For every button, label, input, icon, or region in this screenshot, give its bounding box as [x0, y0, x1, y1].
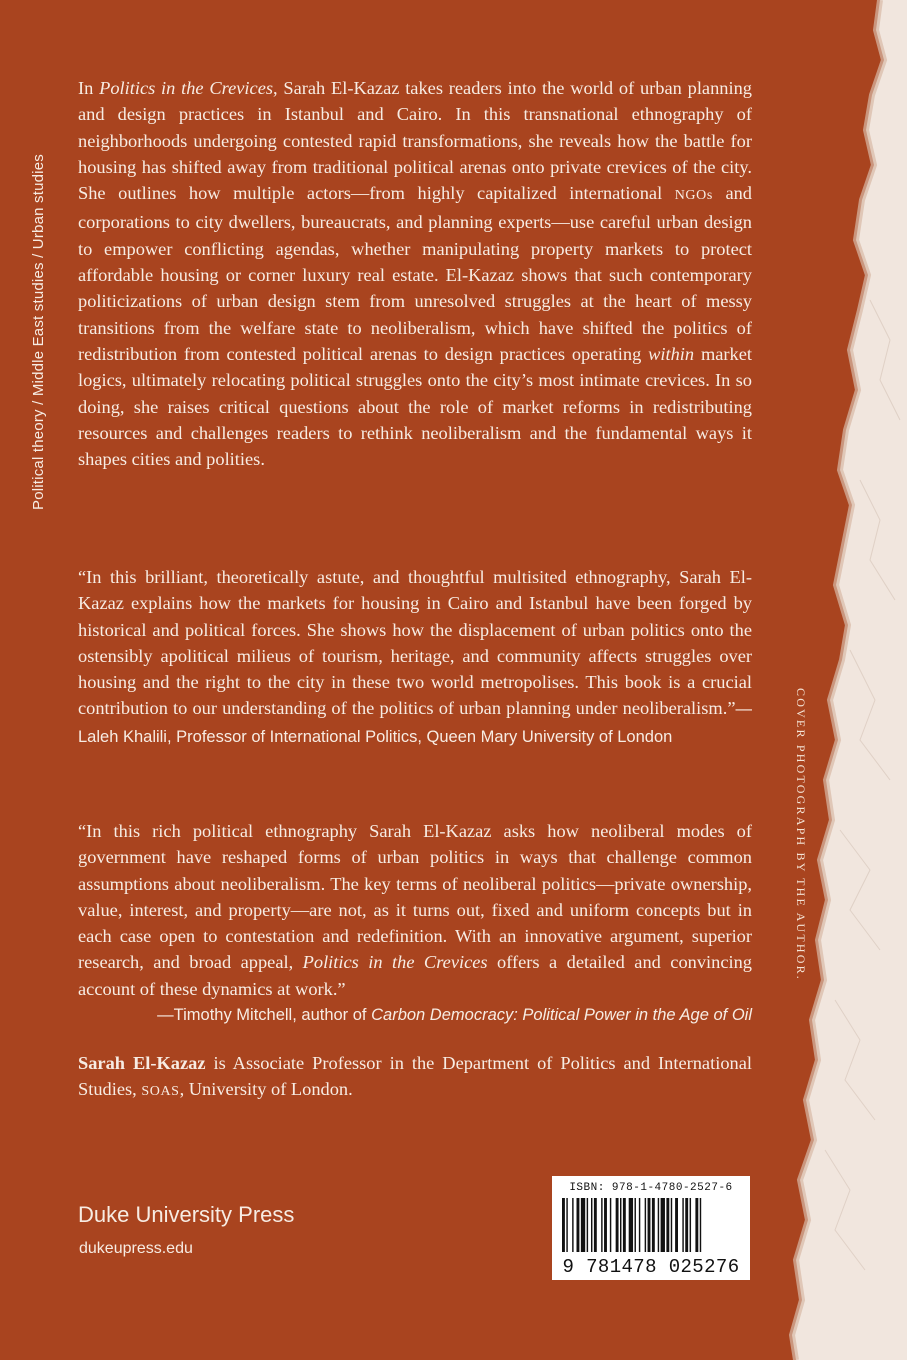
barcode-bar — [695, 1198, 698, 1252]
barcode-bar — [623, 1198, 626, 1252]
barcode-bar — [675, 1198, 678, 1252]
publisher-website: dukeupress.edu — [79, 1240, 193, 1257]
author-bio: Sarah El-Kazaz is Associate Professor in the Department of Politics and International Studies, SOAS, University of London. — [78, 1053, 752, 1100]
book-description: In Politics in the Crevices, Sarah El-Kazaz takes readers into the world of urban planning and design practices in Istanbul and Cairo. In this transnational ethnography of neighborhoods undergoing contested rapid transformations, she reveals how the battle for housing has shifted away from traditional political arenas onto private crevices of the city. She outlines how multiple actors—from highly capitalized international NGOs and corporations to city dwellers, bureaucrats, and planning experts—use careful urban design to empower conflicting agendas, whether manipulating property markets to protect affordable housing or corner luxury real estate. El-Kazaz shows that such contemporary politicizations of urban design stem from unresolved struggles at the heart of messy transitions from the welfare state to neoliberalism, which have shifted the politics of redistribution from contested political arenas to design practices operating within market logics, ultimately relocating political struggles onto the city’s most intimate crevices. In so doing, she raises critical questions about the role of market reforms in redistributing resources and challenges readers to rethink neoliberalism and the fundamental ways it shapes cities and polities. — [78, 78, 752, 470]
barcode-bar — [661, 1198, 665, 1252]
endorsement-attribution: —Laleh Khalili, Professor of International Politics, Queen Mary University of London — [78, 700, 752, 746]
barcode-bar — [594, 1198, 597, 1252]
barcode-bar — [652, 1198, 655, 1252]
cover-photo-credit: COVER PHOTOGRAPH BY THE AUTHOR. — [794, 688, 808, 982]
barcode-bar — [566, 1198, 567, 1252]
barcode-bar — [581, 1198, 585, 1252]
barcode-bar — [639, 1198, 640, 1252]
subject-categories: Political theory / Middle East studies / Urban studies — [30, 154, 47, 510]
barcode-bar — [610, 1198, 611, 1252]
barcode-bar — [685, 1198, 688, 1252]
barcode-bar — [591, 1198, 592, 1252]
endorsement-attribution: —Timothy Mitchell, author of Carbon Democracy: Political Power in the Age of Oil — [157, 1006, 752, 1025]
barcode-bar — [690, 1198, 691, 1252]
barcode-bar — [572, 1198, 573, 1252]
isbn-digits: 9 781478 025276 — [562, 1256, 740, 1278]
barcode-bar — [587, 1198, 588, 1252]
isbn-label: ISBN: 978-1-4780-2527-6 — [569, 1182, 733, 1194]
barcode-bar — [620, 1198, 621, 1252]
barcode-bar — [648, 1198, 651, 1252]
book-title: Politics in the Crevices — [99, 78, 274, 98]
endorsement-khalili: “In this brilliant, theoretically astute, and thoughtful multisited ethnography, Sarah El-Kazaz explains how the markets for housing in Cairo and Istanbul have been forged by historical and political forces. She shows how the displacement of urban politics onto the ostensibly apolitical milieus of tourism, heritage, and community affects struggles over housing and the right to the city in these two world metropolises. This book is a crucial contribution to our understanding of the politics of urban planning under neoliberalism.”—Laleh Khalili, Professor of International Politics, Queen Mary University of London — [78, 567, 752, 746]
barcode-bar — [604, 1198, 607, 1252]
endorsement-mitchell: “In this rich political ethnography Sarah El-Kazaz asks how neoliberal modes of government have reshaped forms of urban politics in ways that challenge common assumptions about neoliberalism. The key terms of neoliberal politics—private ownership, value, interest, and property—are not, as it turns out, fixed and uniform concepts but in each case open to contestation and redefinition. With an innovative argument, superior research, and broad appeal, Politics in the Crevices offers a detailed and convincing account of these dynamics at work.” —Timothy Mitchell, author of Carbon Democracy: Political Power in the Age of Oil — [78, 818, 752, 1028]
barcode-bar — [577, 1198, 580, 1252]
barcode-bar — [671, 1198, 672, 1252]
barcode-bar — [700, 1198, 701, 1252]
barcode-bar — [645, 1198, 646, 1252]
author-name: Sarah El-Kazaz — [78, 1053, 206, 1073]
barcode-bar — [658, 1198, 659, 1252]
isbn-barcode — [552, 1176, 750, 1280]
barcode-bar — [616, 1198, 619, 1252]
publisher-name: Duke University Press — [78, 1202, 295, 1227]
barcode-bar — [682, 1198, 683, 1252]
barcode-bar — [562, 1198, 565, 1252]
barcode-bars — [560, 1198, 742, 1252]
barcode-bar — [601, 1198, 602, 1252]
barcode-bar — [635, 1198, 636, 1252]
barcode-bar — [666, 1198, 669, 1252]
barcode-bar — [629, 1198, 633, 1252]
